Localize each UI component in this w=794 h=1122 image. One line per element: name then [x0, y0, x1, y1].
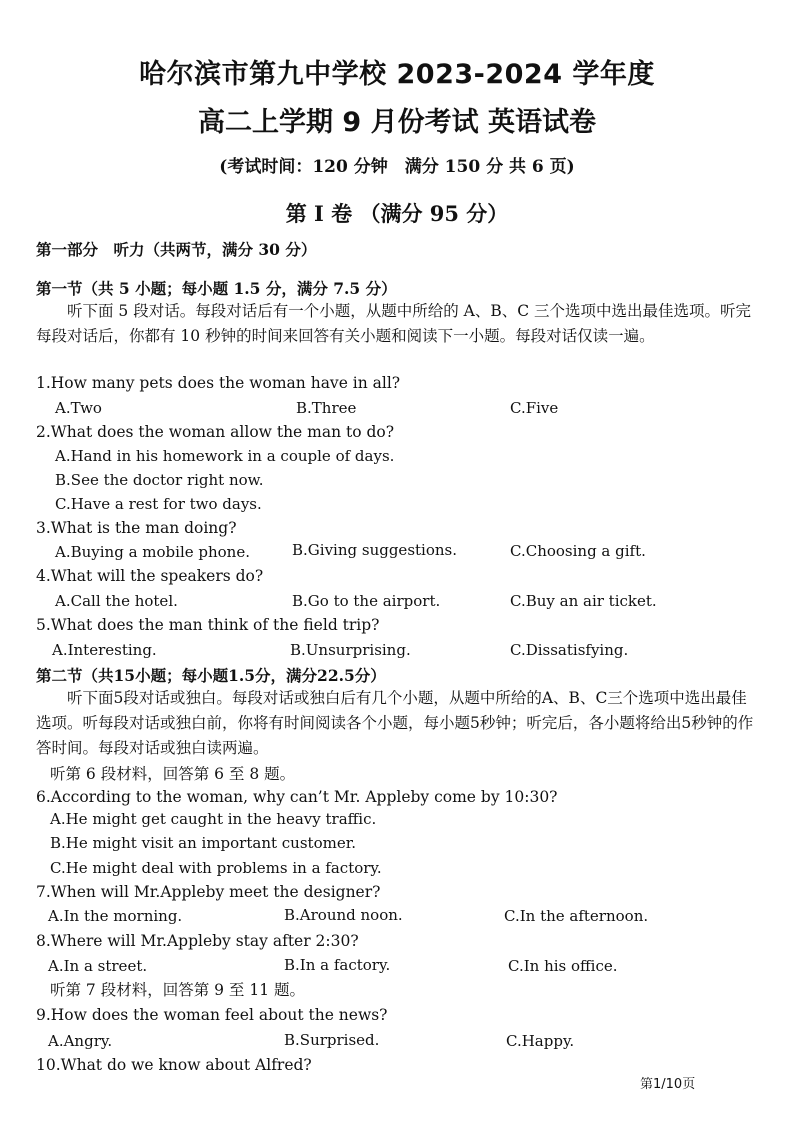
page-number: 第1/10页 — [640, 1077, 696, 1092]
question-4: 4.What will the speakers do? — [36, 567, 264, 585]
q6-option-c: C.He might deal with problems in a factory. — [50, 859, 382, 877]
q8-option-b: B.In a factory. — [284, 956, 391, 974]
q9-option-c: C.Happy. — [506, 1032, 575, 1050]
section2-title: 第二节（共15小题；每小题1.5分，满分22.5分） — [36, 666, 386, 685]
q4-option-c: C.Buy an air ticket. — [510, 592, 657, 610]
q5-option-a: A.Interesting. — [52, 641, 157, 659]
q8-option-a: A.In a street. — [48, 957, 148, 975]
question-8: 8.Where will Mr.Appleby stay after 2:30? — [36, 932, 359, 950]
material-7-note: 听第 7 段材料，回答第 9 至 11 题。 — [50, 981, 306, 999]
q8-option-c: C.In his office. — [508, 957, 618, 975]
q3-option-a: A.Buying a mobile phone. — [55, 543, 250, 561]
q7-option-c: C.In the afternoon. — [504, 907, 649, 925]
question-1: 1.How many pets does the woman have in all? — [36, 374, 401, 392]
question-2: 2.What does the woman allow the man to do? — [36, 423, 395, 441]
q2-option-a: A.Hand in his homework in a couple of days. — [55, 447, 395, 465]
q2-option-c: C.Have a rest for two days. — [55, 495, 262, 513]
q1-option-c: C.Five — [510, 399, 559, 417]
part1-title: 第一部分 听力（共两节，满分 30 分） — [36, 240, 317, 259]
q6-option-a: A.He might get caught in the heavy traffic. — [50, 810, 377, 828]
q4-option-b: B.Go to the airport. — [292, 592, 441, 610]
material-6-note: 听第 6 段材料，回答第 6 至 8 题。 — [50, 765, 296, 783]
q9-option-a: A.Angry. — [48, 1032, 113, 1050]
exam-title: 高二上学期 9 月份考试 英语试卷 — [198, 107, 596, 138]
question-5: 5.What does the man think of the field trip? — [36, 616, 380, 634]
exam-info: (考试时间：120 分钟 满分 150 分 共 6 页) — [219, 157, 575, 177]
question-3: 3.What is the man doing? — [36, 519, 237, 537]
question-7: 7.When will Mr.Appleby meet the designer? — [36, 883, 381, 901]
q4-option-a: A.Call the hotel. — [55, 592, 178, 610]
q7-option-b: B.Around noon. — [284, 906, 403, 924]
q9-option-b: B.Surprised. — [284, 1031, 380, 1049]
school-title: 哈尔滨市第九中学校 2023-2024 学年度 — [139, 59, 655, 90]
q1-option-a: A.Two — [55, 399, 102, 417]
volume-title: 第 I 卷 （满分 95 分） — [285, 201, 509, 226]
q3-option-b: B.Giving suggestions. — [292, 541, 457, 559]
q3-option-c: C.Choosing a gift. — [510, 542, 646, 560]
q1-option-b: B.Three — [296, 399, 357, 417]
section1-title: 第一节（共 5 小题；每小题 1.5 分，满分 7.5 分） — [36, 279, 397, 298]
section2-instructions: 听下面5段对话或独白。每段对话或独白后有几个小题，从题中所给的A、B、C三个选项中选出最佳选项。听每段对话或独白前，你将有时间阅读各个小题，每小题5秒钟；听完后，各小题将给出5秒钟的作答时间。每段对话或独白读两遍。 — [36, 689, 754, 757]
q5-option-c: C.Dissatisfying. — [510, 641, 629, 659]
question-9: 9.How does the woman feel about the news? — [36, 1006, 388, 1024]
question-10: 10.What do we know about Alfred? — [36, 1056, 312, 1074]
section1-instructions: 听下面 5 段对话。每段对话后有一个小题，从题中所给的 A、B、C 三个选项中选出最佳选项。听完每段对话后，你都有 10 秒钟的时间来回答有关小题和阅读下一小题。每段对话仅读一遍。 — [36, 302, 752, 345]
q7-option-a: A.In the morning. — [48, 907, 183, 925]
q6-option-b: B.He might visit an important customer. — [50, 834, 356, 852]
q5-option-b: B.Unsurprising. — [290, 641, 411, 659]
q2-option-b: B.See the doctor right now. — [55, 471, 264, 489]
question-6: 6.According to the woman, why can’t Mr. Appleby come by 10:30? — [36, 788, 558, 806]
